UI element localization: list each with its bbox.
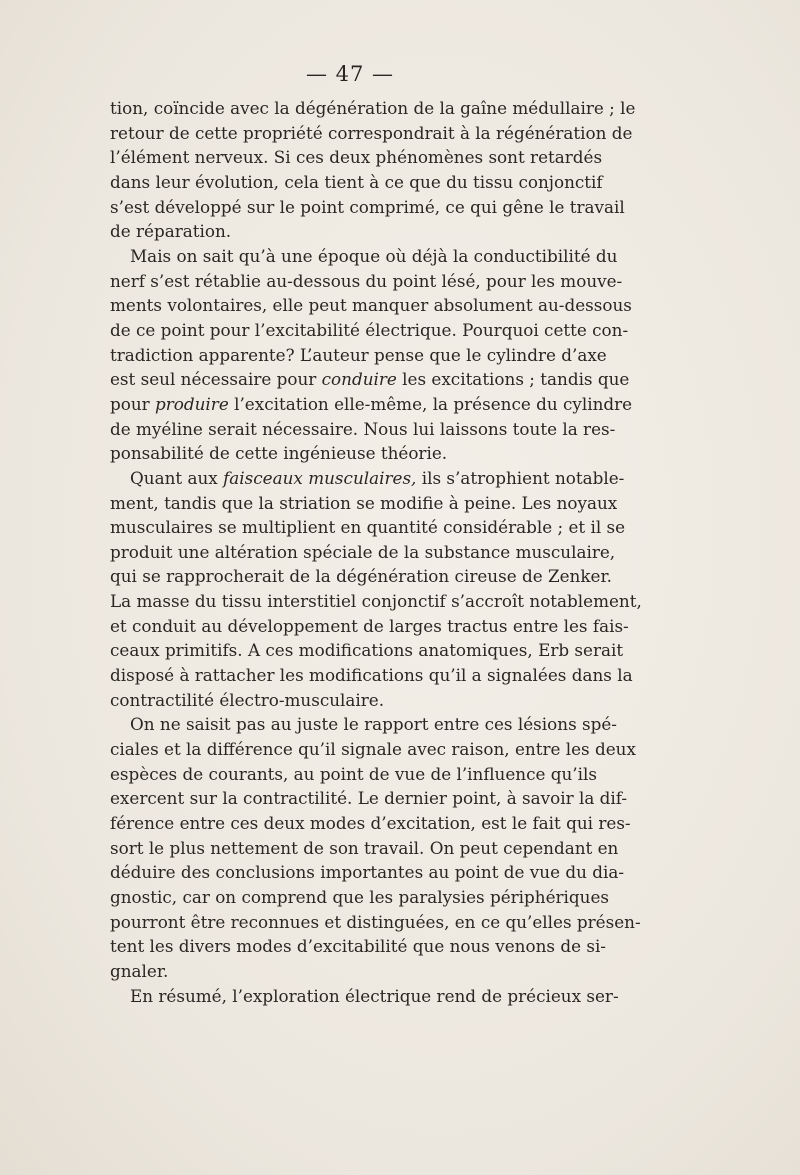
text-line: tradiction apparente? L’auteur pense que le cylindre d’axe: [110, 344, 607, 365]
text-line: gnaler.: [110, 960, 169, 981]
text-line: sort le plus nettement de son travail. On peut cependant en: [110, 837, 619, 858]
text-line: La masse du tissu interstitiel conjonctif s’accroît notablement,: [110, 591, 642, 612]
text-line: contractilité électro-musculaire.: [110, 689, 385, 710]
italic-term: faisceaux musculaires,: [223, 467, 417, 488]
text-line: dans leur évolution, cela tient à ce que du tissu conjonctif: [110, 171, 603, 192]
text-line: tent les divers modes d’excitabilité que nous venons de si-: [110, 936, 606, 957]
text-segment: pour: [110, 393, 156, 414]
text-line: de ce point pour l’excitabilité électrique. Pourquoi cette con-: [110, 319, 629, 340]
text-line: s’est développé sur le point comprimé, ce qui gêne le travail: [110, 196, 625, 217]
text-line: ceaux primitifs. A ces modifications anatomiques, Erb serait: [110, 640, 624, 661]
text-line: [110, 466, 625, 491]
text-line: ments volontaires, elle peut manquer absolument au-dessous: [110, 295, 632, 316]
text-line: produit une altération spéciale de la substance musculaire,: [110, 541, 616, 562]
text-line: pourront être reconnues et distinguées, en ce qu’elles présen-: [110, 911, 641, 932]
text-line: On ne saisit pas au juste le rapport entre ces lésions spé-: [130, 714, 617, 735]
text-line: En résumé, l’exploration électrique rend de précieux ser-: [130, 985, 619, 1006]
text-line: [110, 392, 633, 417]
text-line: de myéline serait nécessaire. Nous lui laissons toute la res-: [110, 418, 616, 439]
italic-term: conduire: [321, 369, 397, 390]
page-number: — 47 —: [305, 62, 395, 86]
text-segment: les excitations ; tandis que: [396, 369, 630, 390]
text-segment: est seul nécessaire pour: [110, 369, 322, 390]
text-line: déduire des conclusions importantes au point de vue du dia-: [110, 862, 625, 883]
text-line: gnostic, car on comprend que les paralysies périphériques: [110, 887, 610, 907]
text-line: de réparation.: [110, 221, 232, 242]
text-line: férence entre ces deux modes d’excitation, est le fait qui res-: [110, 813, 631, 834]
text-line: qui se rapprocherait de la dégénération cireuse de Zenker.: [110, 566, 612, 587]
text-line: ciales et la différence qu’il signale avec raison, entre les deux: [110, 739, 636, 760]
text-line: retour de cette propriété correspondrait à la régénération de: [110, 122, 633, 143]
text-line: musculaires se multiplient en quantité considérable ; et il se: [110, 517, 626, 538]
text-segment: l’excitation elle-même, la présence du cylindre: [228, 393, 633, 414]
text-line: ment, tandis que la striation se modifie à peine. Les noyaux: [110, 492, 618, 513]
text-segment: Quant aux: [130, 467, 224, 488]
text-segment: ils s’atrophient notable-: [416, 467, 625, 488]
text-line: l’élément nerveux. Si ces deux phénomènes sont retardés: [110, 147, 603, 168]
text-line: [110, 367, 630, 392]
text-line: ponsabilité de cette ingénieuse théorie.: [110, 443, 448, 464]
text-line: espèces de courants, au point de vue de l’influence qu’ils: [110, 763, 597, 784]
text-line: Mais on sait qu’à une époque où déjà la conductibilité du: [130, 245, 618, 266]
text-line: disposé à rattacher les modifications qu’il a signalées dans la: [110, 665, 633, 686]
text-line: nerf s’est rétablie au-dessous du point lésé, pour les mouve-: [110, 270, 623, 291]
italic-term: produire: [155, 393, 229, 414]
text-line: exercent sur la contractilité. Le dernier point, à savoir la dif-: [110, 788, 628, 809]
body-text: [110, 96, 642, 1008]
text-line: et conduit au développement de larges tractus entre les fais-: [110, 615, 629, 636]
text-line: tion, coïncide avec la dégénération de la gaîne médullaire ; le: [110, 98, 636, 118]
